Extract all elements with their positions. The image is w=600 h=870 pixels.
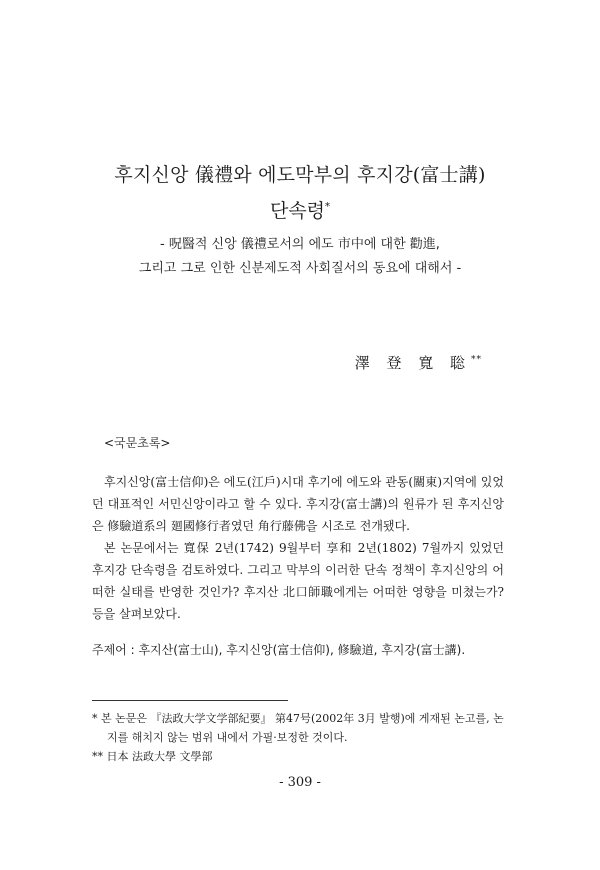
title-footnote-mark: * — [325, 201, 331, 213]
page-number: - 309 - — [279, 775, 321, 790]
author-footnote-mark: ** — [471, 355, 482, 365]
author — [355, 352, 482, 373]
subtitle-line-1: - 呪醫적 신앙 儀禮로서의 에도 市中에 대한 勸進, — [160, 237, 440, 252]
footnote-2: ** 日本 法政大學 文學部 — [92, 750, 213, 763]
footnote-1-line-2: 지를 해치지 않는 범위 내에서 가필·보정한 것이다. — [107, 731, 348, 744]
abstract-body — [92, 471, 504, 625]
title-line-2 — [0, 196, 600, 223]
footnotes — [92, 709, 506, 766]
title-line-1: 후지신앙 儀禮와 에도막부의 후지강(富士講) — [114, 164, 486, 186]
keywords: 주제어 : 후지산(富士山), 후지신앙(富士信仰), 修驗道, 후지강(富士講). — [92, 643, 466, 657]
subtitle-line-2: 그리고 그로 인한 신분제도적 사회질서의 동요에 대해서 - — [138, 261, 462, 276]
footnote-1-line-1: * 본 논문은 『法政大学文学部紀要』 第47号(2002年 3月 발행)에 게재된 논고를, 논 — [92, 712, 504, 725]
title-line-2-text: 단속령 — [269, 200, 326, 222]
abstract-paragraph: 본 논문에서는 寬保 2년(1742) 9월부터 享和 2년(1802) 7월까지 있었던 후지강 단속령을 검토하였다. 그리고 막부의 이러한 단속 정책이 후지신앙의 어떠한 실태를 반영한 것인가? 후지산 北口師職에게는 어떠한 영향을 미쳤는가? 등을 살펴보았다. — [92, 541, 504, 621]
footnote-divider — [92, 700, 288, 701]
abstract-heading: <국문초록> — [104, 436, 171, 450]
abstract-paragraph: 후지신앙(富士信仰)은 에도(江戶)시대 후기에 에도와 관동(關東)지역에 있었던 대표적인 서민신앙이라고 할 수 있다. 후지강(富士講)의 원류가 된 후지신앙은 修驗道系의 廻國修行者였던 角行藤佛을 시조로 전개됐다. — [92, 475, 504, 533]
author-name: 澤 登 寬 聡 — [354, 354, 471, 372]
